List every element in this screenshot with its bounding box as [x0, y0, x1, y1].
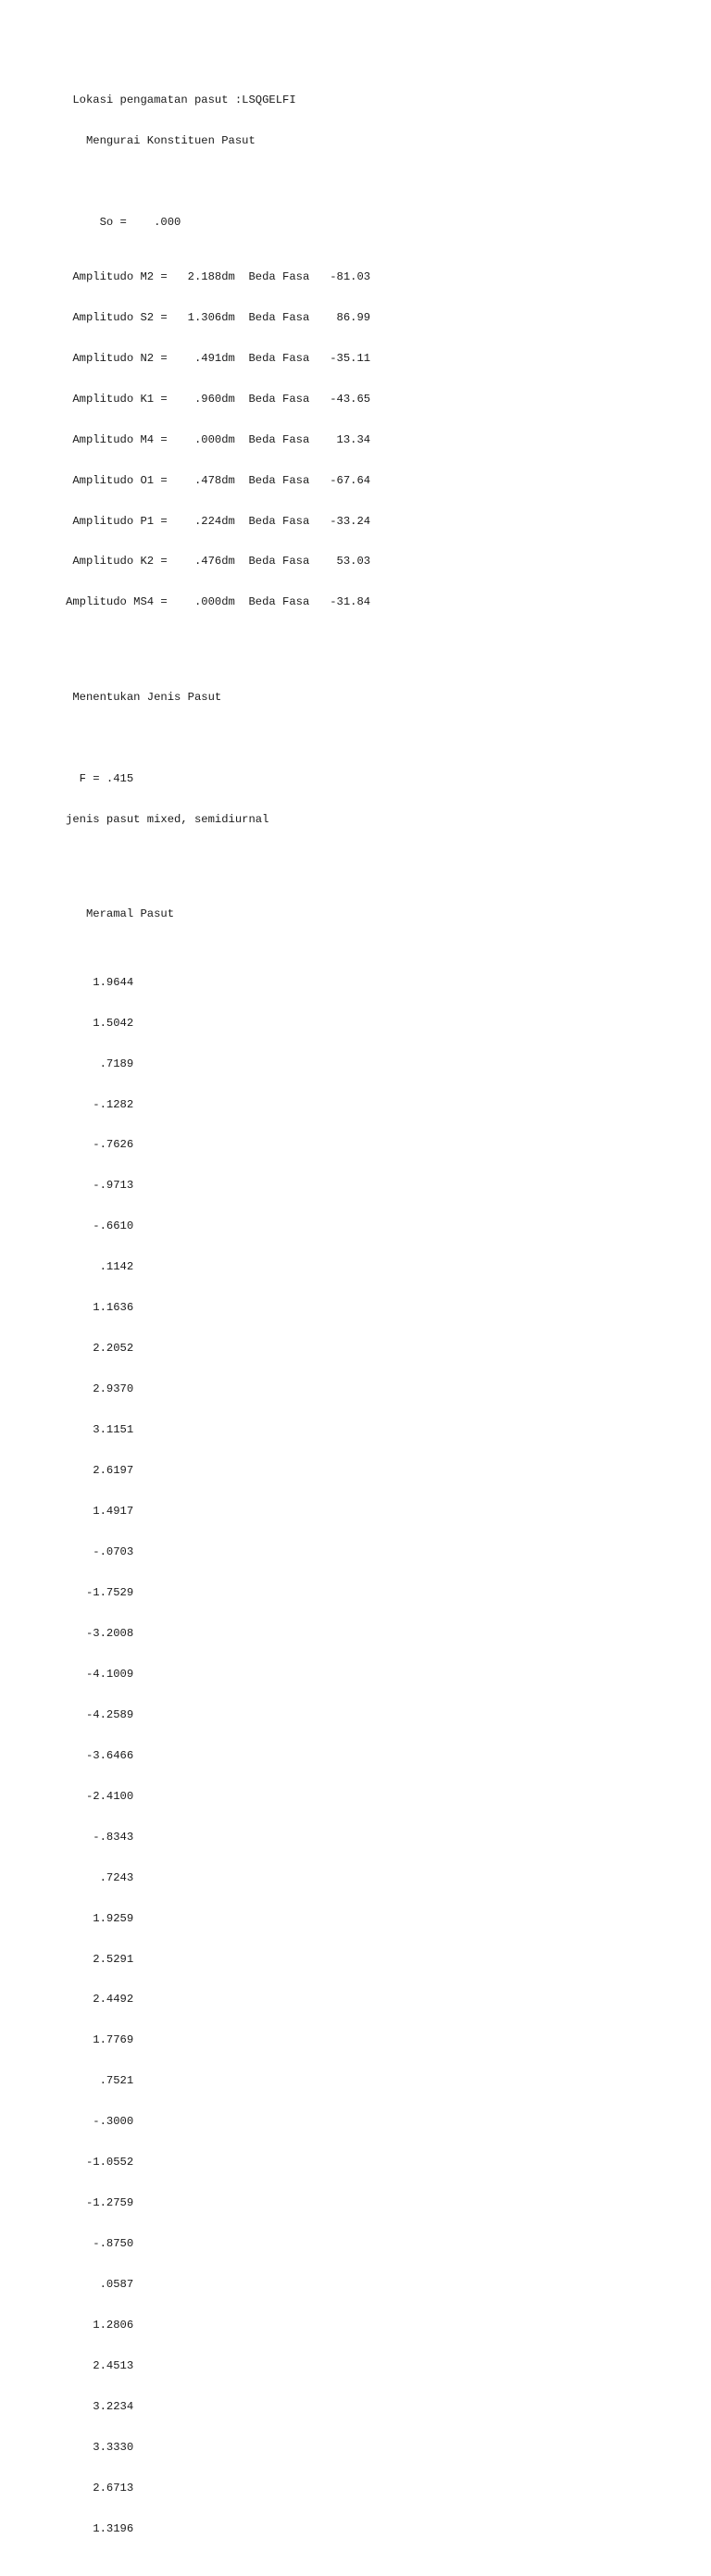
forecast-value: .7243	[66, 1870, 134, 1884]
forecast-value: -4.1009	[66, 1667, 134, 1681]
forecast-value: -.6610	[66, 1219, 134, 1233]
blank-line	[66, 732, 370, 745]
forecast-value: 2.6197	[66, 1464, 134, 1478]
forecast-value: 2.2052	[66, 1342, 134, 1356]
forecast-value: 3.2234	[66, 2400, 134, 2414]
forecast-value: -1.7529	[66, 1585, 134, 1599]
forecast-value: -3.2008	[66, 1626, 134, 1640]
forecast-value: .1142	[66, 1260, 134, 1274]
amplitude-row: Amplitudo K1 = .960dm Beda Fasa -43.65	[66, 392, 371, 406]
forecast-value: 3.3330	[66, 2440, 134, 2454]
forecast-value: 2.5291	[66, 1952, 134, 1966]
forecast-value: 1.5042	[66, 1016, 134, 1030]
amplitude-row: Amplitudo N2 = .491dm Beda Fasa -35.11	[66, 351, 371, 365]
forecast-value: .7521	[66, 2074, 134, 2088]
forecast-value: -2.4100	[66, 1789, 134, 1803]
forecast-value: -3.6466	[66, 1748, 134, 1762]
forecast-value: -4.2589	[66, 1707, 134, 1721]
blank-line	[66, 854, 370, 868]
amplitude-row: Amplitudo O1 = .478dm Beda Fasa -67.64	[66, 473, 371, 487]
forecast-value: 2.4513	[66, 2359, 134, 2373]
blank-line	[66, 175, 370, 189]
forecast-value: 1.7769	[66, 2033, 134, 2047]
amplitude-row: Amplitudo K2 = .476dm Beda Fasa 53.03	[66, 555, 371, 569]
amplitude-row: Amplitudo M2 = 2.188dm Beda Fasa -81.03	[66, 269, 371, 283]
forecast-value: -.0703	[66, 1545, 134, 1558]
amplitude-row: Amplitudo P1 = .224dm Beda Fasa -33.24	[66, 514, 371, 528]
forecast-value: -.3000	[66, 2115, 134, 2129]
amplitude-row: Amplitudo M4 = .000dm Beda Fasa 13.34	[66, 432, 371, 446]
forecast-value: .7189	[66, 1057, 134, 1070]
document-body	[66, 67, 370, 2576]
amplitude-row: Amplitudo S2 = 1.306dm Beda Fasa 86.99	[66, 310, 371, 324]
forecast-value: -.1282	[66, 1097, 134, 1111]
forecast-value: -.8750	[66, 2237, 134, 2251]
location-line: Lokasi pengamatan pasut :LSQGELFI	[66, 94, 296, 107]
subtitle-line: Mengurai Konstituen Pasut	[66, 134, 256, 148]
forecast-value: 1.4917	[66, 1505, 134, 1519]
forecast-value: 1.9644	[66, 975, 134, 989]
forecast-value: 2.9370	[66, 1382, 134, 1396]
forecast-value: 1.2806	[66, 2319, 134, 2332]
forecast-value: 1.1636	[66, 1301, 134, 1315]
forecast-value: -.9713	[66, 1179, 134, 1193]
forecast-value: 1.9259	[66, 1911, 134, 1925]
forecast-values-list	[66, 948, 370, 2562]
so-line: So = .000	[66, 216, 181, 230]
jenis-heading: Menentukan Jenis Pasut	[66, 690, 222, 704]
forecast-value: .0587	[66, 2278, 134, 2292]
forecast-value: 1.3196	[66, 2521, 134, 2535]
forecast-value: -1.0552	[66, 2156, 134, 2170]
amplitude-row: Amplitudo MS4 = .000dm Beda Fasa -31.84	[66, 595, 371, 609]
forecast-value: -.7626	[66, 1138, 134, 1152]
forecast-value: -1.2759	[66, 2196, 134, 2210]
blank-line	[66, 650, 370, 664]
jenis-result-line: jenis pasut mixed, semidiurnal	[66, 812, 269, 826]
forecast-value: 3.1151	[66, 1423, 134, 1437]
forecast-value: 2.6713	[66, 2481, 134, 2495]
forecast-value: -.8343	[66, 1830, 134, 1844]
ramal-heading: Meramal Pasut	[66, 907, 175, 921]
forecast-value: 2.4492	[66, 1993, 134, 2007]
f-value-line: F = .415	[66, 771, 134, 785]
